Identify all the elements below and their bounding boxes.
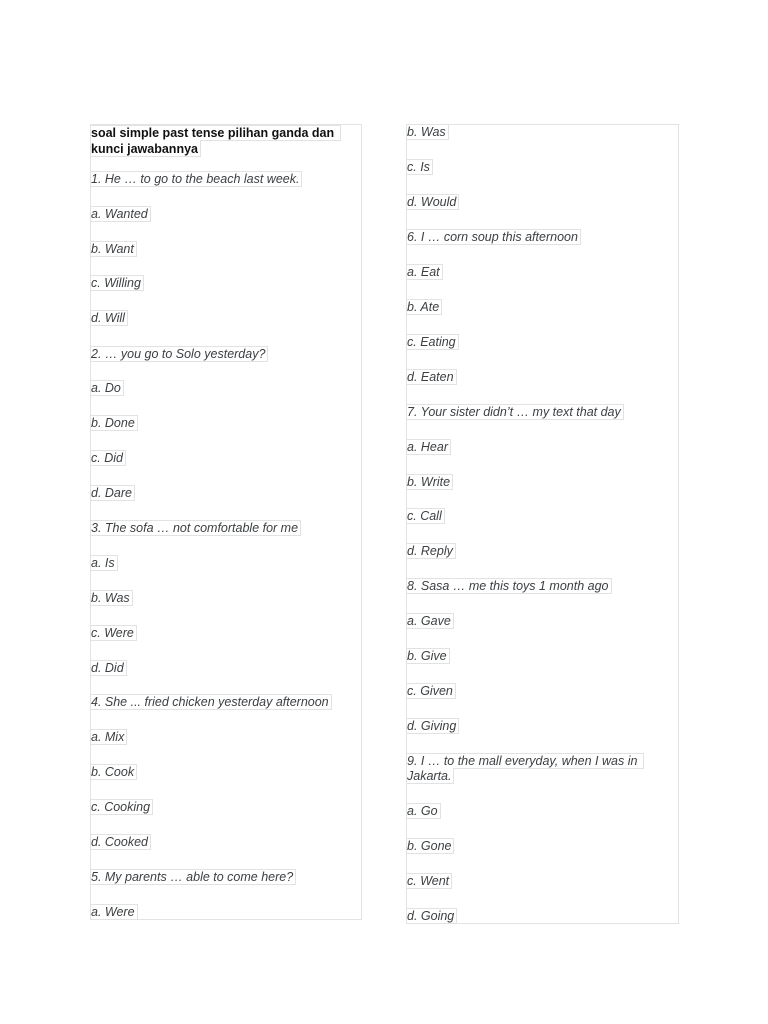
question-9: 9. I … to the mall everyday, when I was in Jakarta.: [407, 754, 641, 783]
option-3a: a. Is: [91, 556, 115, 570]
option-9c: c. Went: [407, 874, 450, 888]
option-2c: c. Did: [91, 451, 123, 465]
option-2d: d. Dare: [91, 486, 132, 500]
question-1: 1. He … to go to the beach last week.: [91, 172, 300, 186]
option-9a: a. Go: [407, 804, 438, 818]
option-5b: b. Was: [407, 125, 446, 139]
right-column: [406, 124, 679, 924]
question-6: 6. I … corn soup this afternoon: [407, 230, 578, 244]
question-8: 8. Sasa … me this toys 1 month ago: [407, 579, 609, 593]
option-1b: b. Want: [91, 242, 134, 256]
option-3d: d. Did: [91, 661, 124, 675]
option-5d: d. Would: [407, 195, 457, 209]
option-3b: b. Was: [91, 591, 130, 605]
left-column: [90, 124, 362, 920]
option-7d: d. Reply: [407, 544, 453, 558]
option-8a: a. Gave: [407, 614, 451, 628]
option-6d: d. Eaten: [407, 370, 454, 384]
option-7c: c. Call: [407, 509, 442, 523]
option-1a: a. Wanted: [91, 207, 148, 221]
option-5c: c. Is: [407, 160, 430, 174]
option-1d: d. Will: [91, 311, 125, 325]
option-6b: b. Ate: [407, 300, 440, 314]
question-2: 2. … you go to Solo yesterday?: [91, 347, 266, 361]
option-4d: d. Cooked: [91, 835, 148, 849]
option-4c: c. Cooking: [91, 800, 151, 814]
option-6a: a. Eat: [407, 265, 440, 279]
option-8d: d. Giving: [407, 719, 457, 733]
option-2b: b. Done: [91, 416, 135, 430]
option-8c: c. Given: [407, 684, 453, 698]
document-title: soal simple past tense pilihan ganda dan kunci jawabannya: [91, 126, 338, 156]
option-9b: b. Gone: [407, 839, 452, 853]
option-2a: a. Do: [91, 381, 121, 395]
question-4: 4. She ... fried chicken yesterday afternoon: [91, 695, 329, 709]
option-5a: a. Were: [91, 905, 135, 919]
option-3c: c. Were: [91, 626, 134, 640]
option-8b: b. Give: [407, 649, 447, 663]
option-6c: c. Eating: [407, 335, 456, 349]
option-4a: a. Mix: [91, 730, 125, 744]
question-3: 3. The sofa … not comfortable for me: [91, 521, 299, 535]
option-7a: a. Hear: [407, 440, 448, 454]
question-5: 5. My parents … able to come here?: [91, 870, 294, 884]
option-9d: d. Going: [407, 909, 455, 923]
question-7: 7. Your sister didn’t … my text that day: [407, 405, 621, 419]
option-1c: c. Willing: [91, 276, 141, 290]
option-7b: b. Write: [407, 475, 451, 489]
option-4b: b. Cook: [91, 765, 135, 779]
